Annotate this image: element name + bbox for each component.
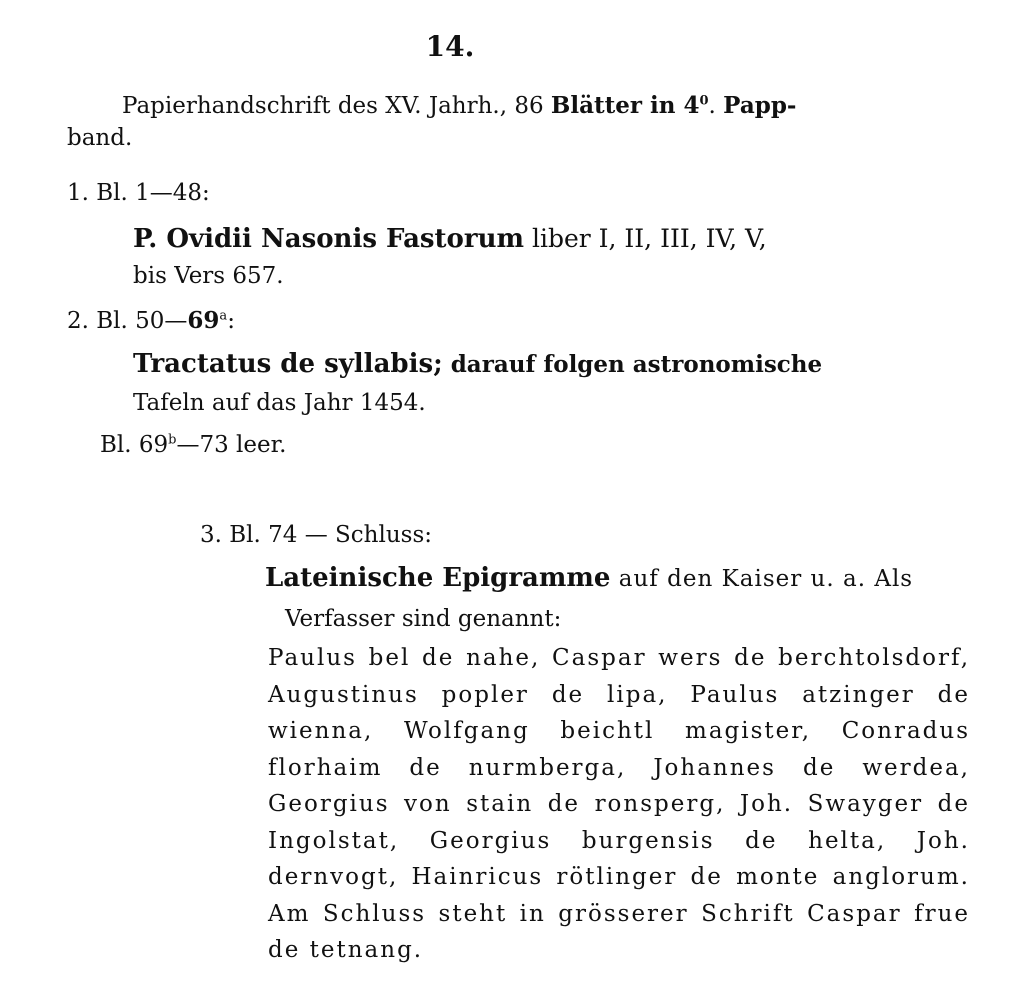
entry-1-sub: bis Vers 657.	[133, 263, 284, 289]
entry-1-title-bold: P. Ovidii Nasonis Fastorum	[133, 224, 525, 254]
entry-2-label-sup: a	[219, 308, 228, 324]
intro-period: .	[708, 93, 724, 119]
entry-1-title-rest: liber I, II, III, IV, V,	[524, 224, 767, 253]
intro-line-1	[122, 92, 796, 119]
entry-2-label-bold: 69	[187, 307, 220, 334]
entry-3-title-bold: Lateinische Epigramme	[265, 563, 611, 593]
intro-text: Papierhandschrift des XV. Jahrh., 86	[122, 93, 551, 119]
entry-3-title	[265, 563, 970, 593]
entry-2-title	[133, 349, 822, 379]
intro-format-sup: 0	[699, 93, 709, 109]
entry-3-label: 3. Bl. 74 — Schluss:	[200, 522, 432, 548]
entry-3-sub: Verfasser sind genannt:	[285, 606, 562, 632]
entry-3-authors: Paulus bel de nahe, Caspar wers de berchtolsdorf, Augustinus popler de lipa, Paulus atzinger de wienna, Wolfgang beichtl magister, Conradus florhaim de nurmberga, Johannes de werdea, Georgius von stain de ronsperg, Joh. Swayger de Ingolstat, Georgius burgensis de helta, Joh. dernvogt, Hainricus rötlinger de monte anglorum. Am Schluss steht in grösserer Schrift Caspar frue de tetnang.	[268, 645, 970, 963]
leer-note-rest: —73 leer.	[176, 432, 287, 458]
entry-3-title-rest: auf den Kaiser u. a. Als	[610, 566, 914, 592]
intro-binding: Papp-	[723, 92, 797, 119]
entry-2-sub: Tafeln auf das Jahr 1454.	[133, 390, 426, 416]
entry-2-label-text: 2. Bl. 50—	[67, 308, 188, 334]
leer-note-sup: b	[168, 432, 177, 448]
intro-line-2: band.	[67, 125, 133, 151]
entry-2-title-bold: Tractatus de syllabis;	[133, 349, 443, 379]
entry-1-title	[133, 224, 767, 254]
entry-2-title-rest: darauf folgen astronomische	[442, 351, 823, 378]
intro-format	[551, 92, 709, 119]
leer-note	[100, 432, 286, 458]
entry-2-label-colon: :	[227, 308, 235, 334]
entry-2-label	[67, 307, 235, 334]
entry-1-label: 1. Bl. 1—48:	[67, 180, 210, 206]
leer-note-text: Bl. 69	[100, 432, 169, 458]
page-number: 14.	[425, 30, 475, 63]
intro-format-text: Blätter in 4	[550, 92, 700, 119]
